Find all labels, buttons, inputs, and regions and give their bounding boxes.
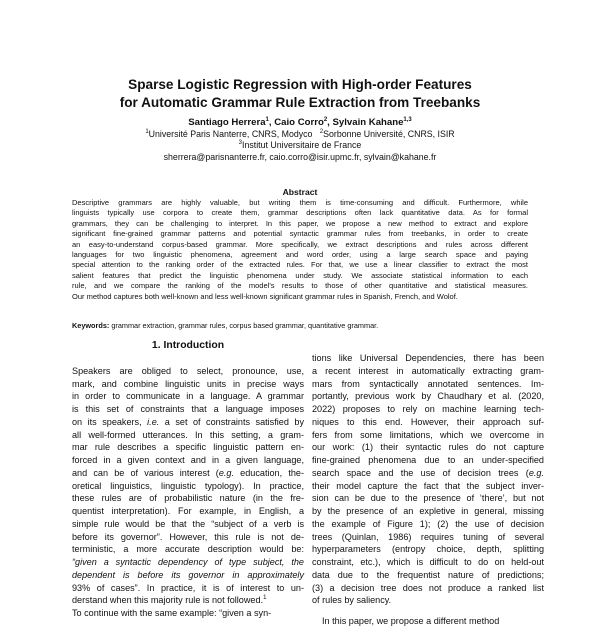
abstract-line: an easy-to-understand corpus-based grammar. More specifically, we extract descriptions and rules across different (72, 239, 528, 249)
author-emails[interactable]: sherrera@parisnanterre.fr, caio.corro@isir.upmc.fr, sylvain@kahane.fr (163, 151, 437, 162)
aff2-sup: 2 (319, 128, 324, 135)
text-run: on its speakers, (72, 416, 148, 427)
keywords-line (72, 321, 528, 331)
abstract-heading: Abstract (282, 187, 318, 197)
body-line (312, 467, 544, 480)
abstract-line: salient features that predict the linguistic phenomena under study. We associate statistical information to each (72, 270, 528, 280)
text-run: education, the- (233, 467, 304, 478)
body-line: by the presence of an expletive in general, missing (312, 506, 544, 516)
author-names (40, 117, 560, 129)
paper-title (40, 76, 560, 111)
body-line: sion can be due to the presence of ‘there’, but not (312, 493, 544, 504)
body-line: these rules are of probabilistic nature (in the fre- (72, 493, 304, 504)
body-line: of rules by saliency. (312, 595, 392, 606)
body-line: fine-grained phenomena due to an under-specified (312, 455, 544, 465)
right-column (312, 352, 544, 628)
body-line: 2022) proposes to rely on machine learning tech- (312, 404, 544, 414)
author-1: Santiago Herrera (188, 117, 266, 128)
author-sep: , (327, 117, 333, 128)
body-line: oretical linguistics, linguistic typology). In practice, (72, 480, 304, 491)
abstract-line: linguists typically use corpora to create them, grammar descriptions often lack quantitative data. As for formal (72, 208, 528, 218)
body-line: data due to the frequentist nature of predictions; (312, 569, 544, 580)
body-line: the example of Figure 1); (2) the use of decision (312, 518, 544, 529)
body-line: forced in a given context and in a given language, (72, 455, 304, 465)
body-line: fers from some limitations, which we overcome in (312, 429, 544, 440)
body-line: (3) a decision tree does not produce a ranked list (312, 582, 544, 593)
body-line: dependent is before its governor in approximately (72, 569, 304, 580)
body-line: trees (Quinlan, 1986) requires tuning of several (312, 531, 544, 542)
abstract-line: rule, and we compare the ranking of the model's results to those of other quantitative and statistical measures. (72, 281, 528, 291)
abstract-line: special attention to the ranking order of the extracted rules. For that, we use a linear classifier to extract the most (72, 260, 528, 270)
body-line: simple rule would be that the “subject of a verb is (72, 518, 304, 529)
body-line: To continue with the same example: “given a syn- (72, 608, 272, 618)
abstract-body (72, 198, 528, 302)
author-2-sup: 2 (323, 116, 328, 123)
body-line: In this paper, we propose a different method (322, 616, 500, 626)
body-line: mar rule describes a specific linguistic pattern en- (72, 442, 304, 453)
text-run: a set of constraints satisfied by (159, 416, 304, 427)
body-line: portantly, previous work by Chaudhary et al. (2020, (312, 391, 544, 402)
body-line: our work: (1) their syntactic rules do not capture (312, 442, 544, 453)
body-line: hyperparameters (entropy choice, depth, splitting (312, 544, 544, 555)
body-line: tions like Universal Dependencies, there has been (312, 353, 544, 363)
abstract-line: Our method captures both well-known and less well-known significant grammar rules in Spanish, French, and Wolof. (72, 291, 458, 301)
body-line: all well-formed utterances. In this setting, a gram- (72, 429, 304, 440)
affiliation-3: Institut Universitaire de France (242, 140, 362, 151)
text-run: search space and the use of decision trees ( (312, 467, 529, 478)
footnote-marker[interactable]: 1 (263, 595, 267, 602)
text-run-italic: e.g. (528, 467, 544, 478)
text-run-italic: e.g. (218, 467, 234, 478)
keywords-text: grammar extraction, grammar rules, corpus based grammar, quantitative grammar. (109, 321, 379, 330)
paragraph-gap (312, 607, 544, 615)
section-heading-introduction: 1. Introduction (151, 340, 225, 351)
abstract-line: grammars, they can be challenging to interpret. In this paper, we propose a new method to extract and explore (72, 218, 528, 228)
title-line-1: Sparse Logistic Regression with High-order Features (128, 77, 472, 92)
aff1-sup: 1 (145, 128, 149, 135)
left-column (72, 340, 304, 620)
body-line: before its governor”. However, this rule is not de- (72, 531, 304, 542)
aff3-sup: 3 (238, 140, 243, 147)
abstract-line: Descriptive grammars are highly valuable, but writing them is time-consuming and difficult. Furthermore, while (72, 198, 528, 207)
affiliation-1: Université Paris Nanterre, CNRS, Modyco (148, 128, 313, 139)
body-line (72, 594, 304, 607)
keywords-label: Keywords: (72, 321, 110, 330)
body-line: is this set of constraints that a language imposes (72, 404, 304, 414)
affiliations-line-2 (40, 140, 560, 152)
affiliations-line-1 (40, 129, 560, 141)
abstract-line: significant fine-grained grammar patterns and potential syntactic grammar rules from treebanks, in order to create (72, 229, 528, 239)
text-run-italic: i.e. (147, 416, 160, 427)
body-line: their model capture the fact that the subject inver- (312, 480, 544, 491)
author-1-sup: 1 (265, 116, 269, 123)
author-3-sup: 1,3 (403, 116, 412, 123)
body-line: in order to communicate in a language. A grammar (72, 391, 304, 402)
affiliation-2: Sorbonne Université, CNRS, ISIR (323, 128, 455, 139)
author-sep: , (268, 117, 275, 128)
abstract-line: languages for two linguistic phenomena, agreement and word order, using a large search space and paying (72, 250, 528, 260)
body-line: “given a syntactic dependency of type subject, the (72, 557, 304, 567)
text-run: and can be of various interest ( (72, 467, 219, 478)
body-line: a recent interest in automatically extracting gram- (312, 365, 544, 376)
body-line (72, 467, 304, 480)
body-line: mars from syntactically annotated sentences. Im- (312, 378, 544, 389)
title-line-2: for Automatic Grammar Rule Extraction from Treebanks (119, 94, 481, 110)
body-line: constraint, etc.), which is difficult to do on held-out (312, 557, 544, 567)
author-3: Sylvain Kahane (332, 117, 404, 128)
body-line: niques to this end. However, their approach suf- (312, 416, 544, 427)
author-block (40, 117, 560, 163)
body-line: Speakers are obliged to select, pronounce, use, (72, 365, 304, 376)
body-line: mark, and combine linguistic units in precise ways (72, 378, 304, 389)
body-line (72, 416, 304, 429)
body-line: 93% of cases”. In practice, it is of interest to un- (72, 582, 304, 593)
text-run: derstand when this majority rule is not followed. (72, 595, 264, 606)
body-line: terministic, a more accurate description would be: (72, 544, 304, 555)
body-line: quentist interpretation). For example, in English, a (72, 506, 304, 516)
author-2: Caio Corro (274, 117, 324, 128)
